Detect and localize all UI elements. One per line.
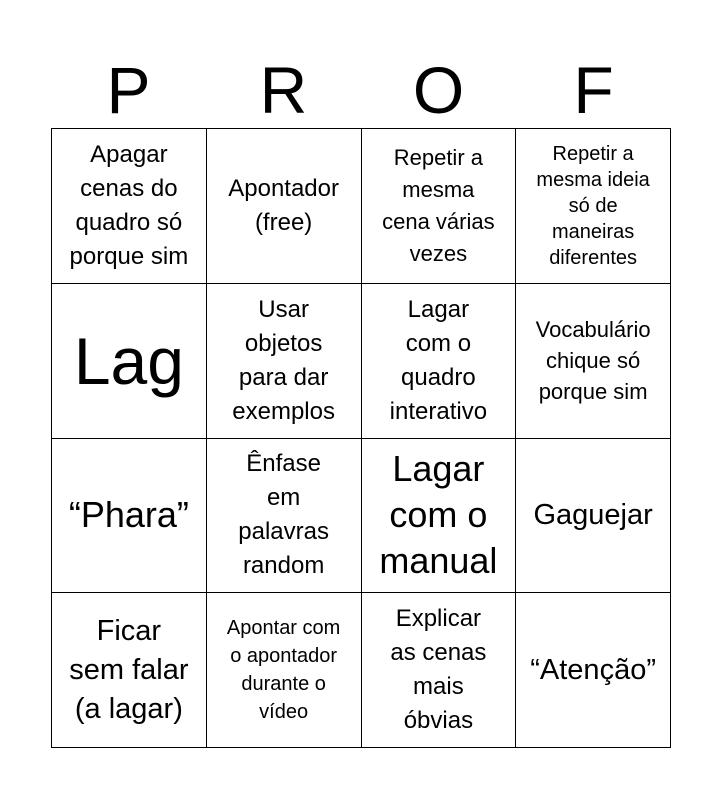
bingo-cell-r3c2[interactable] (207, 439, 362, 594)
cell-text: Vocabulário chique só porque sim (535, 317, 651, 405)
bingo-cell-r1c4[interactable] (516, 129, 671, 284)
bingo-cell-r1c2[interactable] (207, 129, 362, 284)
cell-text: Ênfase em palavras random (238, 450, 329, 580)
cell-text: Apontar com o apontador durante o vídeo (226, 617, 341, 724)
bingo-cell-r4c2[interactable] (207, 593, 362, 748)
header-letter-p: P (106, 53, 151, 127)
header-letter-f: F (573, 53, 614, 127)
bingo-cell-r4c3[interactable] (362, 593, 517, 748)
bingo-cell-r1c1[interactable] (52, 129, 207, 284)
cell-text: Repetir a mesma ideia só de maneiras diferentes (536, 142, 650, 269)
bingo-cell-r2c3[interactable] (362, 284, 517, 439)
bingo-cell-r2c2[interactable] (207, 284, 362, 439)
cell-text: Apagar cenas do quadro só porque sim (69, 140, 189, 270)
cell-text: “Phara” (68, 494, 189, 536)
cell-text: Explicar as cenas mais óbvias (390, 605, 487, 735)
cell-text: Usar objetos para dar exemplos (232, 295, 335, 425)
cell-text: Repetir a mesma cena várias vezes (382, 144, 495, 266)
bingo-cell-r3c3[interactable] (362, 439, 517, 594)
bingo-cell-r2c4[interactable] (516, 284, 671, 439)
cell-text: “Atenção” (530, 654, 656, 687)
cell-text: Ficar sem falar (a lagar) (69, 614, 189, 725)
bingo-cell-r4c4[interactable] (516, 593, 671, 748)
header-letter-o: O (412, 53, 465, 127)
bingo-cell-r3c1[interactable] (52, 439, 207, 594)
bingo-cell-r4c1[interactable] (52, 593, 207, 748)
cell-text: Gaguejar (533, 499, 653, 532)
bingo-header (51, 52, 671, 128)
cell-text: Lagar com o quadro interativo (389, 295, 488, 425)
cell-text: Lag (73, 323, 184, 398)
bingo-cell-r2c1[interactable] (52, 284, 207, 439)
bingo-cell-r1c3[interactable] (362, 129, 517, 284)
cell-text: Apontador (free) (228, 174, 339, 236)
bingo-board (51, 128, 671, 748)
cell-text: Lagar com o manual (379, 448, 498, 582)
header-letter-r: R (259, 53, 308, 127)
bingo-cell-r3c4[interactable] (516, 439, 671, 594)
